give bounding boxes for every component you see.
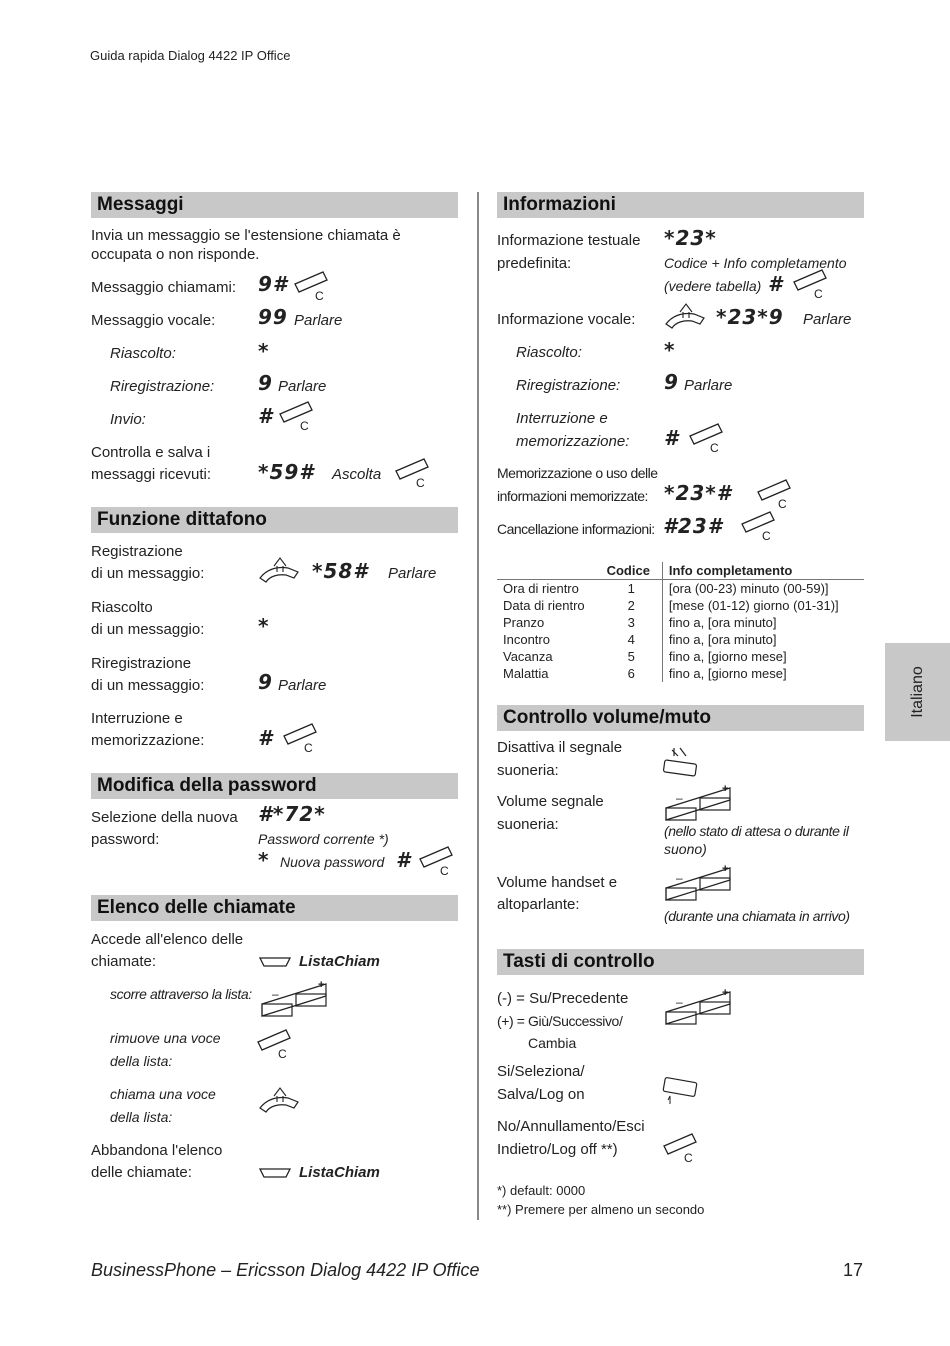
elenco-call-1: chiama una voce: [110, 1086, 216, 1102]
info-table-row: [497, 597, 864, 614]
info-stop-1: Interruzione e: [516, 410, 608, 427]
info-mem-1: Memorizzazione o uso delle: [497, 465, 658, 481]
volume-mute-2: suoneria:: [497, 762, 559, 779]
info-table-row: [497, 580, 864, 598]
handset-icon: [258, 556, 302, 584]
tasti-no-1: No/Annullamento/Esci: [497, 1118, 645, 1135]
info-text-2: predefinita:: [497, 255, 572, 272]
send-label: Invio:: [110, 411, 146, 428]
info-rerec-speak: Parlare: [684, 377, 733, 394]
info-table-cell: Vacanza: [503, 649, 553, 664]
info-text-hint-1: Codice + Info completamento: [664, 255, 847, 271]
info-text-hint-2: (vedere tabella): [664, 278, 762, 294]
elenco-list-key-2: ListaChiam: [299, 1164, 380, 1181]
info-table-cell: Ora di rientro: [503, 581, 579, 596]
password-new-suffix: #: [396, 848, 411, 872]
password-keys: #*72*: [258, 802, 326, 826]
volume-ring-1: Volume segnale: [497, 793, 604, 810]
elenco-access-2: chiamate:: [91, 953, 157, 970]
messaggi-intro-2: occupata o non risponde.: [91, 246, 260, 263]
c-key-icon: [278, 400, 318, 432]
c-key-icon: [256, 1028, 296, 1060]
rerecord-keys: 9: [258, 371, 273, 395]
check-listen: Ascolta: [332, 466, 382, 483]
info-table-cell: 4: [627, 632, 635, 647]
volume-hs-hint: (durante una chiamata in arrivo): [664, 908, 850, 924]
password-sel-1: Selezione della nuova: [91, 809, 238, 826]
rerecord-speak: Parlare: [278, 378, 327, 395]
info-table-header: Info completamento: [662, 562, 864, 580]
info-rerec-label: Riregistrazione:: [516, 377, 621, 394]
volume-ring-hint-1: (nello stato di attesa o durante il: [664, 823, 849, 839]
info-voice-speak: Parlare: [803, 311, 852, 328]
elenco-leave-2: delle chiamate:: [91, 1164, 192, 1181]
elenco-remove-2: della lista:: [110, 1053, 173, 1069]
handset-icon: [258, 1086, 302, 1114]
volume-hs-2: altoparlante:: [497, 896, 580, 913]
info-rerec-keys: 9: [664, 370, 679, 394]
password-new-prefix: *: [258, 848, 270, 872]
stop-label-2: memorizzazione:: [91, 732, 205, 749]
section-informazioni-title: Informazioni: [497, 192, 864, 218]
info-voice-label: Informazione vocale:: [497, 311, 636, 328]
language-tab: [885, 643, 950, 741]
c-key-icon: [394, 457, 434, 489]
c-key-icon: [740, 510, 780, 542]
info-table-cell: [ora (00-23) minuto (00-59)]: [662, 580, 864, 598]
info-text-keys: *23*: [664, 226, 717, 250]
section-elenco-title: Elenco delle chiamate: [91, 895, 458, 921]
info-table-cell: 1: [627, 581, 635, 596]
password-new-label: Nuova password: [280, 854, 385, 870]
info-mem-keys: *23*#: [664, 481, 732, 505]
password-current: Password corrente *): [258, 831, 389, 847]
rerec-label-2: di un messaggio:: [91, 677, 205, 694]
note-2: **) Premere per almeno un secondo: [497, 1202, 705, 1217]
yes-key-icon: [662, 1078, 702, 1110]
elenco-list-key: ListaChiam: [299, 953, 380, 970]
voice-msg-label: Messaggio vocale:: [91, 312, 216, 329]
info-table-cell: Malattia: [503, 666, 549, 681]
c-key-icon: [293, 270, 333, 302]
info-replay-label: Riascolto:: [516, 344, 582, 361]
section-dittafono-title: Funzione dittafono: [91, 507, 458, 533]
info-replay-keys: *: [664, 338, 676, 362]
list-key-icon: [258, 954, 294, 970]
elenco-remove-1: rimuove una voce: [110, 1030, 221, 1046]
volume-key-icon: [664, 786, 734, 822]
info-table-cell: fino a, [giorno mese]: [662, 648, 864, 665]
c-key-icon: [756, 478, 796, 510]
info-text-hash: #: [768, 272, 783, 296]
page-number: 17: [843, 1260, 864, 1280]
tasti-minus: (-) = Su/Precedente: [497, 990, 629, 1007]
rec-label-2: di un messaggio:: [91, 565, 205, 582]
section-volume-title: Controllo volume/muto: [497, 705, 864, 731]
play-label-2: di un messaggio:: [91, 621, 205, 638]
rec-keys: *58#: [312, 559, 369, 583]
tasti-yes-1: Si/Seleziona/: [497, 1063, 585, 1080]
c-key-icon: [418, 845, 458, 877]
play-label-1: Riascolto: [91, 599, 153, 616]
info-table-row: [497, 631, 864, 648]
column-divider: [477, 192, 479, 1220]
info-text-1: Informazione testuale: [497, 232, 641, 249]
volume-ring-hint-2: suono): [664, 841, 707, 857]
volume-key-icon: [260, 982, 330, 1018]
info-table-row: [497, 665, 864, 682]
tasti-plus-2: Cambia: [528, 1035, 577, 1051]
rec-speak: Parlare: [388, 565, 437, 582]
callme-label: Messaggio chiamami:: [91, 279, 237, 296]
send-keys: #: [258, 404, 273, 428]
info-table-row: [497, 614, 864, 631]
info-table: [497, 562, 864, 682]
mute-key-icon: [662, 748, 702, 780]
elenco-leave-1: Abbandona l'elenco: [91, 1142, 223, 1159]
info-stop-2: memorizzazione:: [516, 433, 630, 450]
info-table-cell: Pranzo: [503, 615, 545, 630]
replay-keys: *: [258, 339, 270, 363]
stop-label-1: Interruzione e: [91, 710, 183, 727]
info-table-cell: Data di rientro: [503, 598, 585, 613]
volume-ring-2: suoneria:: [497, 816, 559, 833]
info-table-cell: fino a, [ora minuto]: [662, 614, 864, 631]
replay-label: Riascolto:: [110, 345, 176, 362]
info-voice-keys: *23*9: [716, 305, 784, 329]
c-key-icon: [662, 1132, 702, 1164]
info-del-keys: #23#: [663, 514, 723, 538]
password-sel-2: password:: [91, 831, 160, 848]
info-table-cell: Incontro: [503, 632, 550, 647]
info-table-cell: fino a, [giorno mese]: [662, 665, 864, 682]
voice-msg-keys: 99: [258, 305, 288, 329]
info-del-label: Cancellazione informazioni:: [497, 521, 655, 537]
running-title: Guida rapida Dialog 4422 IP Office: [90, 48, 291, 63]
info-table-cell: 3: [627, 615, 635, 630]
info-table-row: [497, 648, 864, 665]
elenco-call-2: della lista:: [110, 1109, 173, 1125]
elenco-access-1: Accede all'elenco delle: [91, 931, 244, 948]
callme-keys: 9#: [258, 272, 288, 296]
section-password-title: Modifica della password: [91, 773, 458, 799]
messaggi-intro-1: Invia un messaggio se l'estensione chiamata è: [91, 227, 401, 244]
check-label-2: messaggi ricevuti:: [91, 466, 212, 483]
language-tab-label: Italiano: [908, 666, 926, 718]
rerec-label-1: Riregistrazione: [91, 655, 192, 672]
check-label-1: Controlla e salva i: [91, 444, 211, 461]
info-stop-keys: #: [664, 426, 679, 450]
check-keys: *59#: [258, 460, 315, 484]
stop-keys: #: [258, 726, 273, 750]
elenco-scroll: scorre attraverso la lista:: [110, 986, 252, 1002]
info-table-cell: 6: [627, 666, 635, 681]
info-table-cell: 2: [627, 598, 635, 613]
c-key-icon: [282, 722, 322, 754]
info-table-cell: 5: [627, 649, 635, 664]
tasti-yes-2: Salva/Log on: [497, 1086, 585, 1103]
rerec-speak: Parlare: [278, 677, 327, 694]
volume-mute-1: Disattiva il segnale: [497, 739, 623, 756]
info-table-header: Codice: [606, 563, 650, 578]
c-key-icon: [792, 268, 832, 300]
tasti-plus: (+) = Giù/Successivo/: [497, 1013, 623, 1029]
tasti-no-2: Indietro/Log off **): [497, 1141, 618, 1158]
section-messaggi-title: Messaggi: [91, 192, 458, 218]
play-keys: *: [258, 614, 270, 638]
c-key-icon: [688, 422, 728, 454]
section-tasti-title: Tasti di controllo: [497, 949, 864, 975]
list-key-icon: [258, 1165, 294, 1181]
volume-key-icon: [664, 866, 734, 902]
volume-key-icon: [664, 990, 734, 1026]
rerecord-label: Riregistrazione:: [110, 378, 215, 395]
note-1: *) default: 0000: [497, 1183, 586, 1198]
handset-icon: [664, 302, 708, 330]
voice-msg-speak: Parlare: [294, 312, 343, 329]
info-table-cell: [mese (01-12) giorno (01-31)]: [662, 597, 864, 614]
rerec-keys: 9: [258, 670, 273, 694]
info-mem-2: informazioni memorizzate:: [497, 488, 648, 504]
volume-hs-1: Volume handset e: [497, 874, 618, 891]
rec-label-1: Registrazione: [91, 543, 183, 560]
footer-title: BusinessPhone – Ericsson Dialog 4422 IP Office: [91, 1260, 480, 1280]
info-table-cell: fino a, [ora minuto]: [662, 631, 864, 648]
info-table-header: [497, 562, 601, 580]
